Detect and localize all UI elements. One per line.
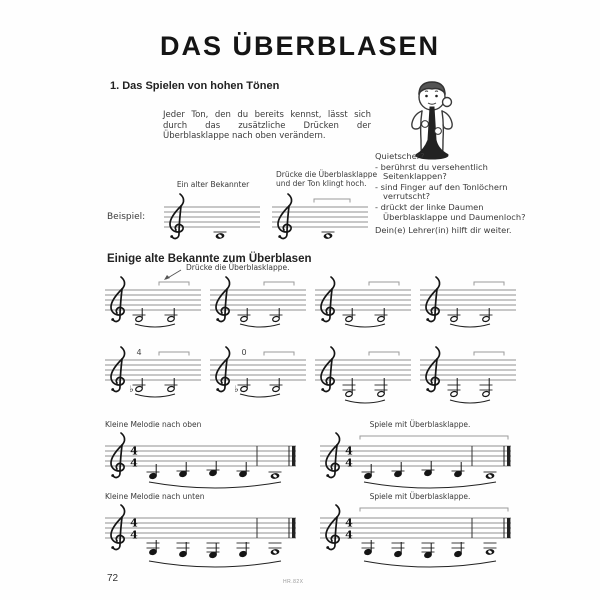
svg-text:4: 4 [130, 528, 138, 542]
example-caption-2: Drücke die Überblasklappe und der Ton klingt hoch. [276, 170, 378, 188]
melody-down-label: Kleine Melodie nach unten [105, 492, 205, 501]
stave-melody-down [103, 500, 298, 579]
squeak-item: - berührst du versehentlich Seitenklappen? [375, 161, 488, 182]
svg-text:4: 4 [130, 516, 138, 530]
stave-row2-1 [103, 342, 203, 411]
overblow-caption-up: Spiele mit Überblasklappe. [369, 420, 471, 429]
svg-text:0: 0 [241, 348, 247, 357]
svg-text:4: 4 [345, 456, 353, 470]
section2-heading: Einige alte Bekannte zum Überblasen [107, 253, 312, 265]
svg-text:4: 4 [345, 516, 353, 530]
stave-row2-3 [313, 342, 413, 415]
melody-up-label: Kleine Melodie nach oben [105, 420, 202, 429]
svg-text:4: 4 [130, 444, 138, 458]
intro-paragraph: Jeder Ton, den du bereits kennst, lässt sich durch das zusätzliche Drücken der Überblasklappe nach oben verändern. [163, 110, 371, 141]
svg-text:4: 4 [345, 444, 353, 458]
stave-row1-4 [418, 272, 518, 341]
overblow-caption-down: Spiele mit Überblasklappe. [369, 492, 471, 501]
stave-example-plain [162, 189, 262, 258]
stave-example-overblown [270, 189, 370, 258]
squeak-item: - drückt der linke Daumen Überblasklappe und Daumenloch? [375, 201, 526, 222]
page-number: 72 [107, 573, 119, 584]
stave-row1-3 [313, 272, 413, 341]
squeak-tips-block [375, 152, 537, 236]
stave-row1-2 [208, 272, 308, 341]
svg-text:4: 4 [345, 528, 353, 542]
stave-row1-1 [103, 272, 203, 341]
svg-text:♭: ♭ [129, 385, 134, 395]
svg-text:♭: ♭ [234, 385, 239, 395]
svg-text:4: 4 [136, 348, 142, 357]
squeak-item: - sind Finger auf den Tonlöchern verrutscht? [375, 181, 508, 202]
row1-annotation: Drücke die Überblasklappe. [186, 263, 290, 272]
stave-melody-down-overblown [318, 500, 513, 579]
example-caption-1: Ein alter Bekannter [176, 180, 250, 189]
section1-heading: 1. Das Spielen von hohen Tönen [110, 80, 280, 92]
squeak-footer: Dein(e) Lehrer(in) hilft dir weiter. [375, 225, 512, 236]
catalog-number: HR.82X [283, 579, 304, 585]
squeak-heading: Quietscher? [375, 151, 425, 161]
stave-row2-4 [418, 342, 518, 415]
svg-text:4: 4 [130, 456, 138, 470]
stave-row2-2 [208, 342, 308, 411]
example-label: Beispiel: [107, 212, 146, 222]
page-title: DAS ÜBERBLASEN [159, 31, 441, 61]
